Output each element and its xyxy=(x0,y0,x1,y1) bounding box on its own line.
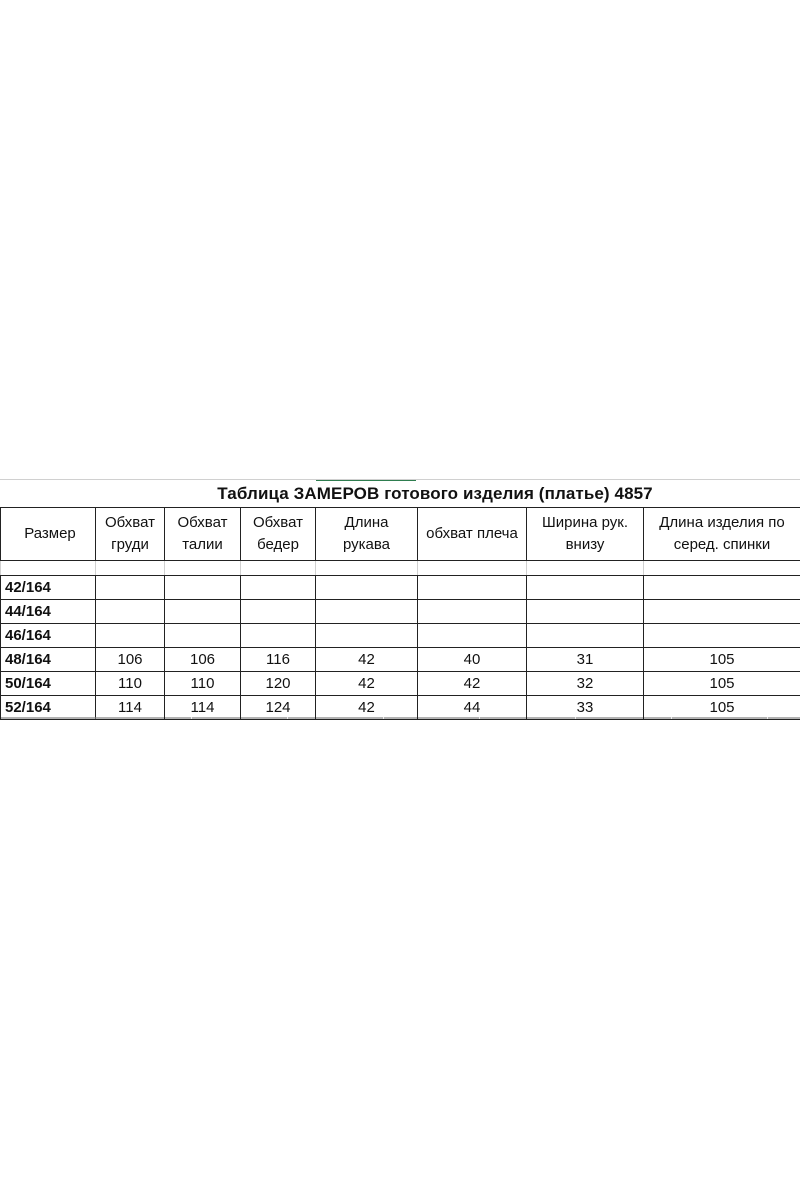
cell-sleeve-width[interactable]: 32 xyxy=(527,672,644,696)
cell-chest[interactable] xyxy=(96,624,165,648)
cell-back-length[interactable]: 105 xyxy=(644,672,800,696)
cell-sleeve-width[interactable] xyxy=(527,576,644,600)
cell-shoulder-girth[interactable]: 40 xyxy=(418,648,527,672)
cell-shoulder-girth[interactable]: 44 xyxy=(418,696,527,720)
cell-sleeve-width[interactable]: 31 xyxy=(527,648,644,672)
cell-sleeve-length[interactable] xyxy=(316,624,418,648)
header-row xyxy=(1,508,800,561)
cell-waist[interactable]: 114 xyxy=(165,696,241,720)
header-shoulder-girth[interactable]: обхват плеча xyxy=(418,508,527,561)
cell-shoulder-girth[interactable] xyxy=(418,624,527,648)
empty-cell[interactable] xyxy=(316,561,418,576)
measurements-table xyxy=(0,507,800,720)
cell-chest[interactable]: 114 xyxy=(96,696,165,720)
cell-sleeve-length[interactable] xyxy=(316,576,418,600)
cell-waist[interactable] xyxy=(165,576,241,600)
cell-size[interactable]: 42/164 xyxy=(1,576,96,600)
empty-cell[interactable] xyxy=(96,561,165,576)
cell-shoulder-girth[interactable] xyxy=(418,600,527,624)
cell-hips[interactable] xyxy=(241,600,316,624)
cell-hips[interactable]: 120 xyxy=(241,672,316,696)
spacer-row xyxy=(1,561,800,576)
cell-chest[interactable] xyxy=(96,600,165,624)
cell-back-length[interactable] xyxy=(644,624,800,648)
empty-cell[interactable] xyxy=(418,561,527,576)
cell-size[interactable]: 44/164 xyxy=(1,600,96,624)
cell-waist[interactable]: 110 xyxy=(165,672,241,696)
cell-sleeve-length[interactable] xyxy=(316,600,418,624)
cell-chest[interactable] xyxy=(96,576,165,600)
title-row xyxy=(0,479,800,508)
cell-back-length[interactable]: 105 xyxy=(644,696,800,720)
cell-shoulder-girth[interactable]: 42 xyxy=(418,672,527,696)
empty-cell[interactable] xyxy=(527,561,644,576)
table-title: Таблица ЗАМЕРОВ готового изделия (платье) 4857 xyxy=(217,484,653,503)
table-row xyxy=(1,624,800,648)
cell-sleeve-length[interactable]: 42 xyxy=(316,696,418,720)
empty-cell[interactable] xyxy=(1,561,96,576)
empty-cell[interactable] xyxy=(241,561,316,576)
cell-sleeve-width[interactable] xyxy=(527,600,644,624)
header-hips[interactable]: Обхват бедер xyxy=(241,508,316,561)
cell-back-length[interactable] xyxy=(644,576,800,600)
cell-chest[interactable]: 110 xyxy=(96,672,165,696)
cell-shoulder-girth[interactable] xyxy=(418,576,527,600)
cell-sleeve-length[interactable]: 42 xyxy=(316,672,418,696)
header-sleeve-width[interactable]: Ширина рук. внизу xyxy=(527,508,644,561)
header-size[interactable]: Размер xyxy=(1,508,96,561)
header-chest[interactable]: Обхват груди xyxy=(96,508,165,561)
cell-size[interactable]: 50/164 xyxy=(1,672,96,696)
spreadsheet-sheet xyxy=(0,479,800,719)
cell-hips[interactable]: 116 xyxy=(241,648,316,672)
cell-size[interactable]: 52/164 xyxy=(1,696,96,720)
cell-waist[interactable] xyxy=(165,600,241,624)
header-sleeve-length[interactable]: Длина рукава xyxy=(316,508,418,561)
empty-cell[interactable] xyxy=(644,561,800,576)
table-row xyxy=(1,672,800,696)
cell-waist[interactable]: 106 xyxy=(165,648,241,672)
cell-size[interactable]: 46/164 xyxy=(1,624,96,648)
table-row xyxy=(1,648,800,672)
table-row xyxy=(1,576,800,600)
header-waist[interactable]: Обхват талии xyxy=(165,508,241,561)
cell-hips[interactable] xyxy=(241,576,316,600)
cell-hips[interactable]: 124 xyxy=(241,696,316,720)
cell-back-length[interactable] xyxy=(644,600,800,624)
next-row-edge xyxy=(0,717,800,719)
empty-cell[interactable] xyxy=(165,561,241,576)
table-row xyxy=(1,600,800,624)
cell-size[interactable]: 48/164 xyxy=(1,648,96,672)
cell-chest[interactable]: 106 xyxy=(96,648,165,672)
cell-sleeve-width[interactable]: 33 xyxy=(527,696,644,720)
cell-sleeve-length[interactable]: 42 xyxy=(316,648,418,672)
header-back-length[interactable]: Длина изделия по серед. спинки xyxy=(644,508,800,561)
cell-back-length[interactable]: 105 xyxy=(644,648,800,672)
cell-waist[interactable] xyxy=(165,624,241,648)
cell-hips[interactable] xyxy=(241,624,316,648)
table-row xyxy=(1,696,800,720)
cell-sleeve-width[interactable] xyxy=(527,624,644,648)
